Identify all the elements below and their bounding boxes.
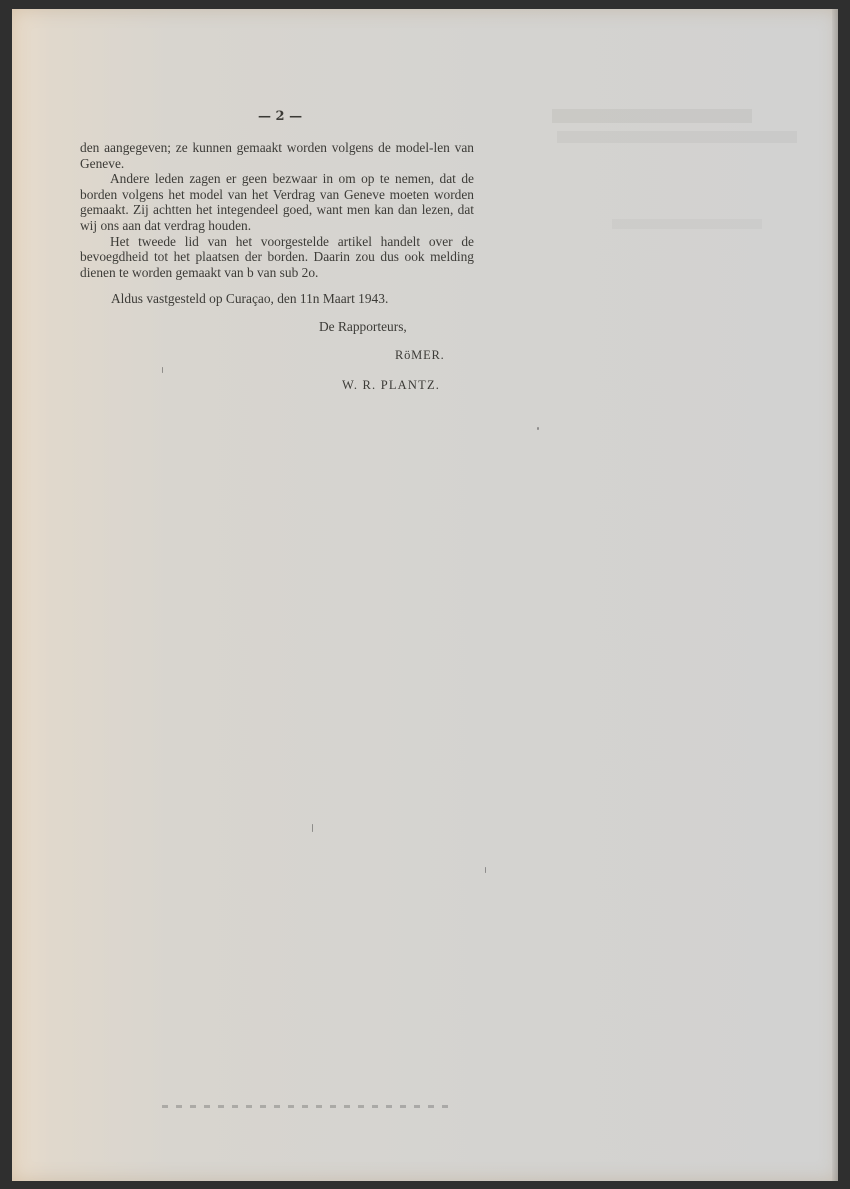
scan-speck [537,427,539,430]
paragraph-continuation: den aangegeven; ze kunnen gemaakt worden volgens de model-len van Geneve. [80,140,474,171]
signatory-name: W. R. PLANTZ. [342,378,441,392]
show-through-mark [552,109,752,123]
paragraph: Het tweede lid van het voorgestelde artikel handelt over de bevoegdheid tot het plaatsen der borden. Daarin zou dus ook melding dienen te worden gemaakt van b van sub 2o. [80,233,474,280]
scan-speck [312,824,313,832]
signatory-name: RöMER. [395,348,445,362]
rapporteurs-label: De Rapporteurs, [319,319,407,334]
scan-speck [162,367,163,373]
page-edge-shadow [832,9,838,1181]
show-through-mark [612,219,762,229]
bottom-bleed-marks [162,1105,452,1108]
page-number: — 2 — [258,109,303,124]
show-through-mark [557,131,797,143]
paragraph: Andere leden zagen er geen bezwaar in om op te nemen, dat de borden volgens het model van het Verdrag van Geneve moeten worden gemaakt. Zij achtten het integendeel goed, want men kan dan lezen, dat wij ons aan dat verdrag houden. [80,171,474,233]
scan-speck [485,867,486,873]
document-page [12,9,838,1181]
closing-statement: Aldus vastgesteld op Curaçao, den 11n Maart 1943. [111,291,389,306]
body-text [80,140,474,280]
